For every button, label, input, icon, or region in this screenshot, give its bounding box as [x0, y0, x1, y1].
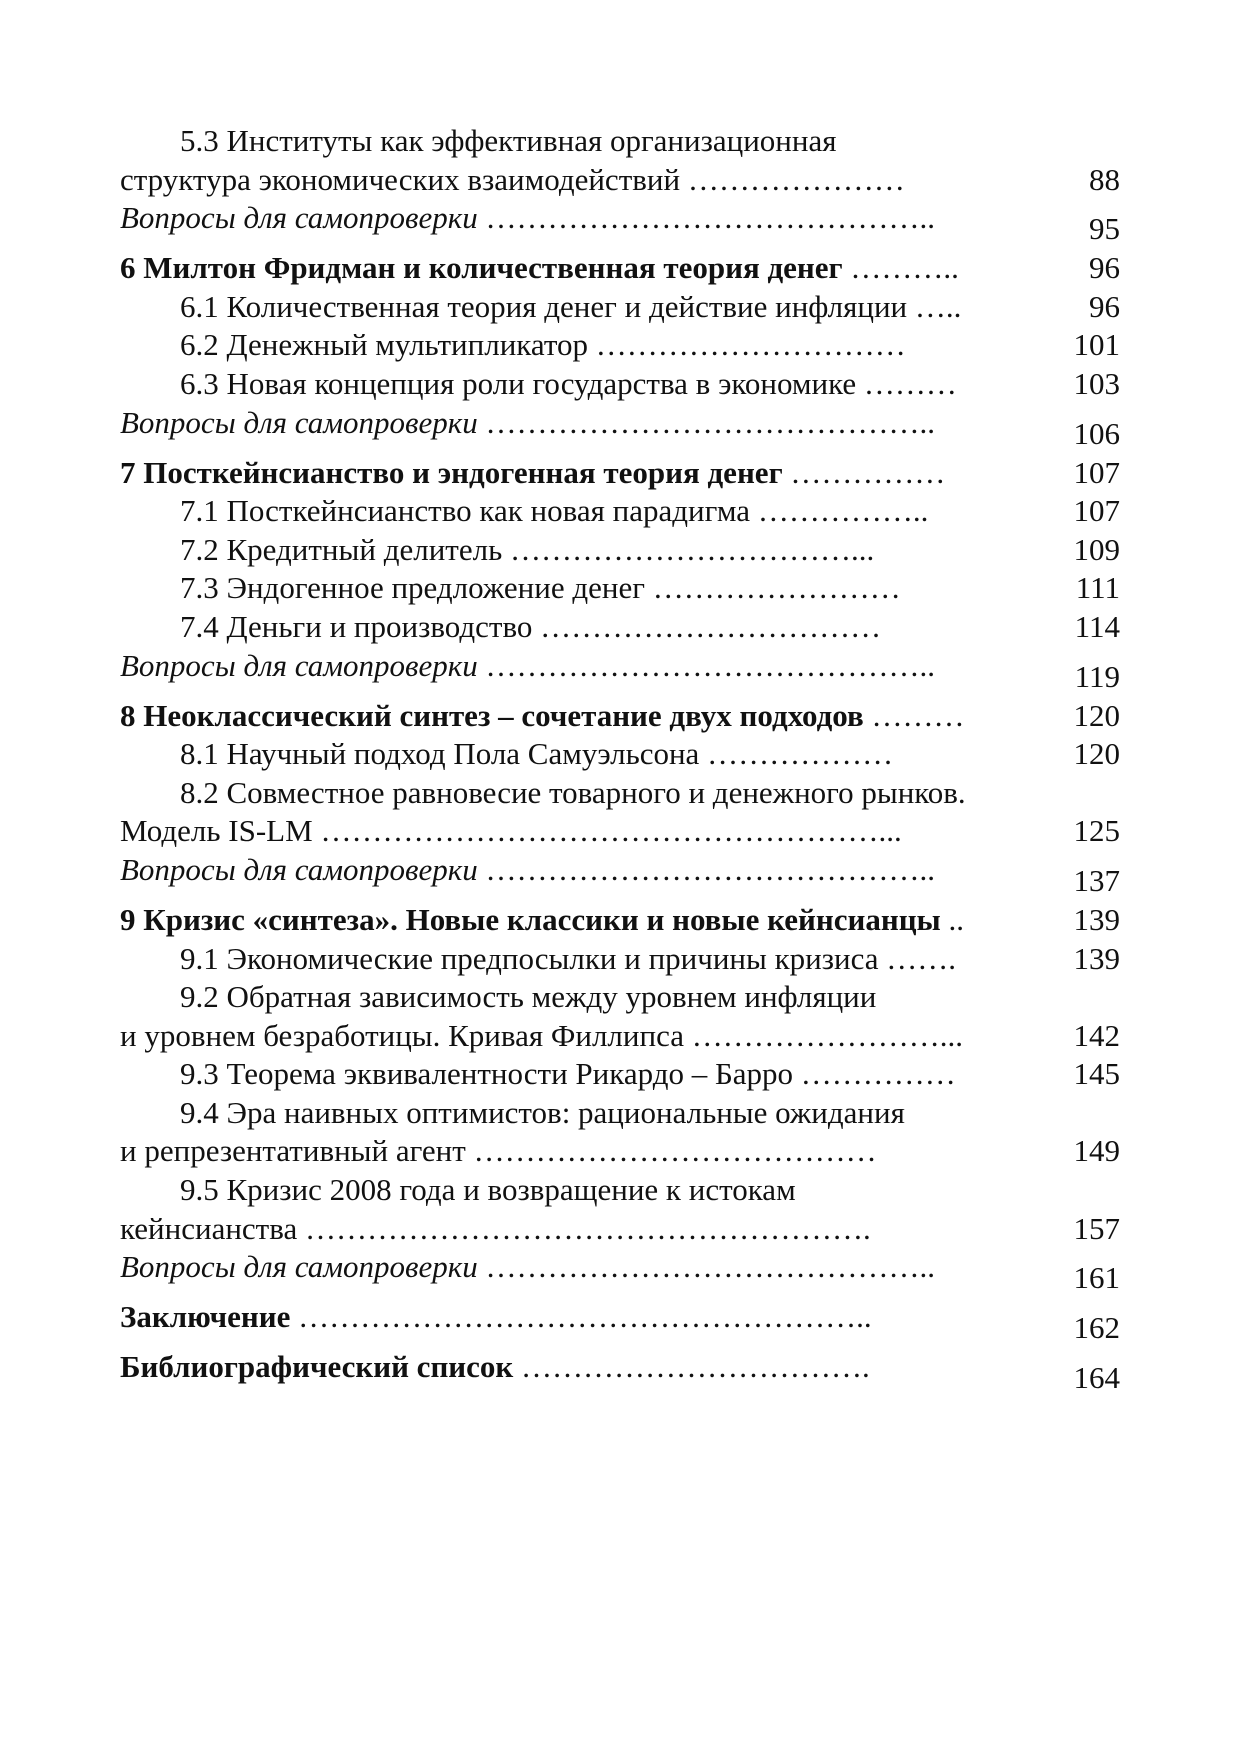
toc-entry-title: 8 Неоклассический синтез – сочетание двух подходов — [120, 697, 864, 733]
toc-entry-title: 7.1 Посткейнсианство как новая парадигма — [180, 493, 751, 529]
toc-entry[interactable] — [120, 774, 1120, 813]
toc-entry-title: Вопросы для самопроверки — [120, 404, 478, 440]
toc-entry-title: Заключение — [120, 1299, 291, 1335]
toc-dot-leader: …………………………………….. — [477, 1249, 936, 1285]
toc-entry[interactable] — [120, 735, 1120, 774]
toc-dot-leader: ……………………………... — [502, 531, 875, 567]
toc-entry-title: 8.2 Совместное равновесие товарного и денежного рынков. — [180, 774, 966, 810]
toc-page-number: 145 — [1073, 1056, 1120, 1092]
toc-entry[interactable] — [120, 608, 1120, 647]
toc-page-number: 95 — [1089, 211, 1120, 247]
toc-page-number: 164 — [1073, 1360, 1120, 1396]
toc-entry[interactable] — [120, 1094, 1120, 1133]
toc-entry[interactable] — [120, 161, 1120, 200]
toc-page-number: 139 — [1073, 901, 1120, 937]
toc-page-number: 119 — [1074, 658, 1120, 694]
toc-dot-leader: ….. — [907, 288, 962, 324]
toc-entry-title: 9.5 Кризис 2008 года и возвращение к истокам — [180, 1172, 796, 1208]
toc-entry[interactable] — [120, 454, 1120, 493]
toc-page-number: 149 — [1073, 1133, 1120, 1169]
toc-dot-leader: ……… — [856, 365, 957, 401]
toc-entry-title: Библиографический список — [120, 1349, 514, 1385]
toc-page-number: 106 — [1073, 415, 1120, 451]
toc-entry-title: 6.2 Денежный мультипликатор — [180, 327, 588, 363]
toc-entry[interactable] — [120, 851, 1120, 901]
toc-page-number: 101 — [1073, 327, 1120, 363]
toc-page-number: 137 — [1073, 862, 1120, 898]
toc-entry[interactable] — [120, 288, 1120, 327]
toc-entry[interactable] — [120, 199, 1120, 249]
toc-page-number: 107 — [1073, 493, 1120, 529]
toc-dot-leader: ……………… — [699, 736, 894, 772]
toc-entry-title: Вопросы для самопроверки — [120, 851, 478, 887]
toc-entry-title: 7 Посткейнсианство и эндогенная теория денег — [120, 454, 783, 490]
toc-dot-leader: …………………………… — [532, 608, 882, 644]
toc-dot-leader: ……………………………………………….. — [290, 1299, 872, 1335]
toc-entry[interactable] — [120, 1055, 1120, 1094]
toc-dot-leader: …………………………………….. — [477, 851, 936, 887]
toc-entry[interactable] — [120, 1348, 1120, 1398]
toc-page-number: 96 — [1089, 288, 1120, 324]
toc-entry[interactable] — [120, 122, 1120, 161]
toc-dot-leader: ……….. — [842, 250, 959, 286]
toc-entry-title: кейнсианства — [120, 1210, 298, 1246]
toc-dot-leader: ……. — [878, 940, 956, 976]
toc-dot-leader: ……………………………. — [513, 1349, 870, 1385]
toc-entry-title: Модель IS-LM — [120, 813, 313, 849]
toc-entry[interactable] — [120, 647, 1120, 697]
toc-entry-title: и репрезентативный агент — [120, 1133, 466, 1169]
toc-dot-leader: ……………………... — [683, 1017, 963, 1053]
toc-entry-title: 9.3 Теорема эквивалентности Рикардо – Барро — [180, 1056, 794, 1092]
toc-dot-leader: ………………… — [680, 161, 905, 197]
toc-entry[interactable] — [120, 1132, 1120, 1171]
toc-page-number: 107 — [1073, 454, 1120, 490]
toc-page-number: 157 — [1073, 1210, 1120, 1246]
toc-entry-title: 7.3 Эндогенное предложение денег — [180, 570, 645, 606]
toc-entry[interactable] — [120, 1298, 1120, 1348]
toc-entry[interactable] — [120, 326, 1120, 365]
toc-entry-title: Вопросы для самопроверки — [120, 647, 478, 683]
toc-page-number: 139 — [1073, 940, 1120, 976]
toc-entry[interactable] — [120, 404, 1120, 454]
toc-dot-leader: .. — [940, 901, 965, 937]
toc-dot-leader: ………………………………………………... — [312, 813, 902, 849]
toc-entry[interactable] — [120, 812, 1120, 851]
toc-entry[interactable] — [120, 1210, 1120, 1249]
toc-page-number: 120 — [1073, 736, 1120, 772]
toc-entry-title: 7.2 Кредитный делитель — [180, 531, 503, 567]
toc-entry[interactable] — [120, 1248, 1120, 1298]
toc-entry[interactable] — [120, 978, 1120, 1017]
toc-entry-title: 6.1 Количественная теория денег и действие инфляции — [180, 288, 908, 324]
toc-entry[interactable] — [120, 249, 1120, 288]
toc-page-number: 142 — [1073, 1017, 1120, 1053]
toc-page-number: 103 — [1073, 365, 1120, 401]
toc-page-number: 162 — [1073, 1310, 1120, 1346]
toc-entry[interactable] — [120, 697, 1120, 736]
toc-entry[interactable] — [120, 1017, 1120, 1056]
toc-page-number: 88 — [1089, 161, 1120, 197]
toc-entry[interactable] — [120, 901, 1120, 940]
toc-dot-leader: ………………………………… — [465, 1133, 877, 1169]
toc-entry-title: 9.2 Обратная зависимость между уровнем инфляции — [180, 979, 877, 1015]
toc-entry[interactable] — [120, 569, 1120, 608]
toc-page-number: 161 — [1073, 1260, 1120, 1296]
toc-page-number: 114 — [1074, 608, 1120, 644]
toc-page-number: 96 — [1089, 250, 1120, 286]
toc-dot-leader: …………….. — [750, 493, 929, 529]
toc-entry-title: 5.3 Институты как эффективная организационная — [180, 123, 837, 158]
toc-dot-leader: …………………………………….. — [477, 404, 936, 440]
toc-dot-leader: …………………… — [644, 570, 901, 606]
toc-dot-leader: …………… — [793, 1056, 956, 1092]
toc-dot-leader: ………………………………………………. — [297, 1210, 871, 1246]
toc-entry-title: и уровнем безработицы. Кривая Филлипса — [120, 1017, 684, 1053]
toc-page-number: 111 — [1075, 570, 1120, 606]
toc-entry-title: Вопросы для самопроверки — [120, 200, 478, 236]
toc-page-number: 109 — [1073, 531, 1120, 567]
toc-entry-title: 8.1 Научный подход Пола Самуэльсона — [180, 736, 700, 772]
toc-entry[interactable] — [120, 365, 1120, 404]
toc-dot-leader: …………………………………….. — [477, 647, 936, 683]
toc-dot-leader: ………………………… — [587, 327, 906, 363]
toc-page-number: 120 — [1073, 697, 1120, 733]
toc-entry[interactable] — [120, 1171, 1120, 1210]
toc-entry-title: 6.3 Новая концепция роли государства в экономике — [180, 365, 857, 401]
toc-entry-title: структура экономических взаимодействий — [120, 161, 681, 197]
toc-entry[interactable] — [120, 492, 1120, 531]
toc-entry-title: 9.1 Экономические предпосылки и причины кризиса — [180, 940, 879, 976]
toc-entry[interactable] — [120, 940, 1120, 979]
toc-entry-title: 9 Кризис «синтеза». Новые классики и новые кейнсианцы — [120, 901, 941, 937]
toc-entry-title: 9.4 Эра наивных оптимистов: рациональные ожидания — [180, 1094, 905, 1130]
toc-entry[interactable] — [120, 531, 1120, 570]
toc-dot-leader: …………………………………….. — [477, 200, 936, 236]
toc-entry-title: Вопросы для самопроверки — [120, 1249, 478, 1285]
toc-dot-leader: ……… — [863, 697, 965, 733]
toc-entry-title: 7.4 Деньги и производство — [180, 608, 533, 644]
toc-page-number: 125 — [1073, 813, 1120, 849]
toc-dot-leader: …………… — [782, 454, 946, 490]
toc-entry-title: 6 Милтон Фридман и количественная теория денег — [120, 250, 843, 286]
table-of-contents — [120, 122, 1120, 1398]
